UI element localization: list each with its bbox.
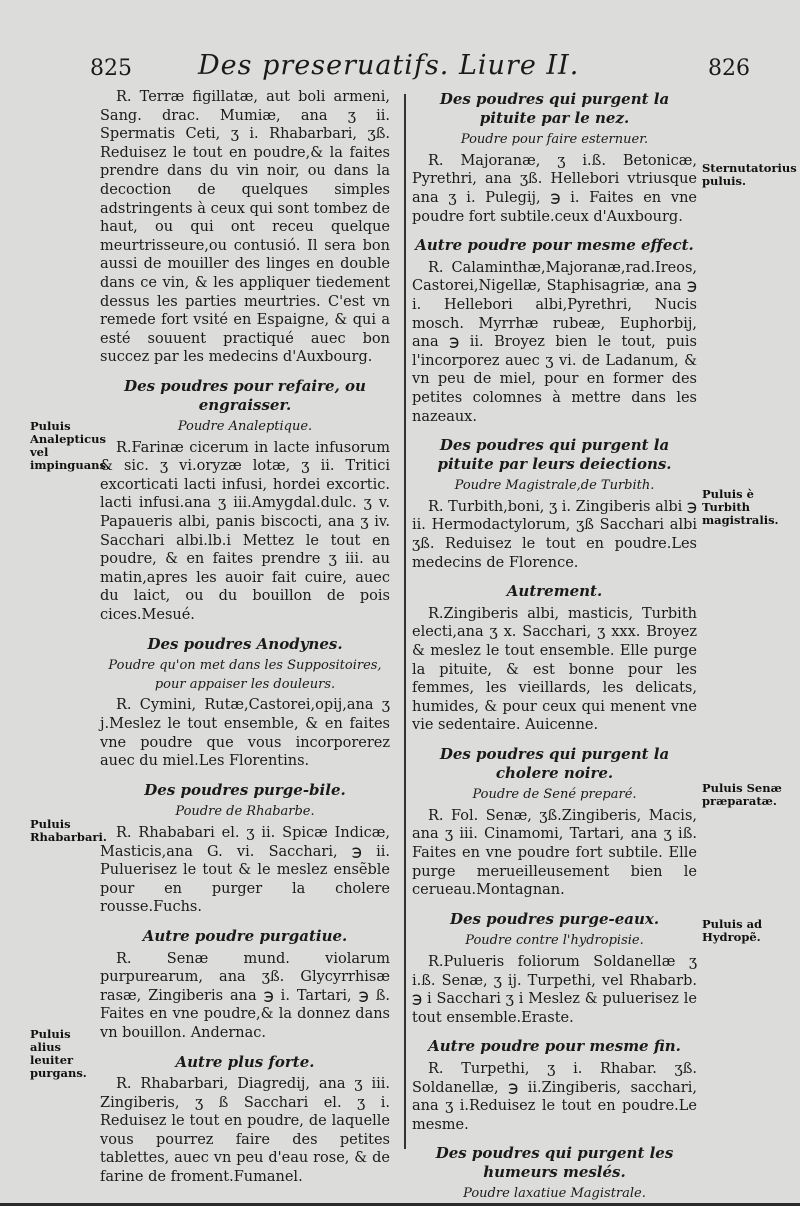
subheading: Poudre contre l'hydropisie.	[465, 933, 644, 949]
section-heading: Des poudres qui purgent les humeurs meslés.	[435, 1144, 674, 1181]
section-heading: Autre poudre purgatiue.	[142, 926, 348, 945]
paragraph: R. Turbith,boni, ʒ i. Zingiberis albi ℈ ii. Hermodactylorum, ʒß Sacchari albi ʒß. Reduisez le tout en poudre.Les medecins de Florence.	[412, 498, 698, 571]
right-column	[412, 88, 697, 1206]
paragraph: R. Rhababari el. ʒ ii. Spicæ Indicæ, Masticis,ana G. vi. Sacchari, ℈ ii. Puluerisez le tout & le meslez ensẽble pour en purger la cholere rousse.Fuchs.	[100, 824, 390, 916]
paragraph: R. Turpethi, ʒ i. Rhabar. ʒß. Soldanellæ, ℈ ii.Zingiberis, sacchari, ana ʒ i.Reduisez le tout en poudre.Le mesme.	[412, 1060, 697, 1133]
section-heading: Des poudres qui purgent la cholere noire.	[439, 745, 670, 782]
margin-note-right: Puluis Senæ præparatæ.	[702, 781, 782, 808]
paragraph: R. Senæ mund. violarum purpurearum, ana ʒß. Glycyrrhisæ rasæ, Zingiberis ana ℈ i. Tartari, ℈ ß. Faites en vne poudre,& la donnez dans vn bouillon. Andernac.	[100, 950, 390, 1041]
running-header	[90, 50, 750, 90]
paragraph: R. Rhabarbari, Diagredij, ana ʒ iii. Zingiberis, ʒ ß Sacchari el. ʒ i. Reduisez le tout en poudre, de laquelle vous pourrez faire des petites tablettes, auec vn peu d'eau rose, & de farine de froment.Fumanel.	[100, 1076, 390, 1186]
paragraph: R. Terræ figillatæ, aut boli armeni, Sang. drac. Mumiæ, ana ʒ ii. Spermatis Ceti, ʒ i. Rhabarbari, ʒß. Reduisez le tout en poudre,& la faites prendre dans du vin noir, ou dans la decoction de quelques simples adstringents à ceux qui sont tombez de haut, ou qui ont receu quelque meurtrisseure,ou contusió. Il sera bon aussi de mouiller des linges en double dans ce vin, & les appliquer tiedement dessus les parties meurtries. C'est vn remede fort vsité en Espaigne, & qui a esté souuent practiqué auec bon succez par les medecins d'Auxbourg.	[100, 89, 390, 366]
paragraph: R.Zingiberis albi, masticis, Turbith electi,ana ʒ x. Sacchari, ʒ xxx. Broyez & meslez le tout ensemble. Elle purge la pituite, & est bonne pour les femmes, les vieillards, les delicats, humides, & pour ceux qui menent vne vie sedentaire. Auicenne.	[412, 605, 697, 734]
subheading: Poudre Analeptique.	[177, 419, 313, 435]
margin-note-left: Puluis Rhabarbari.	[30, 817, 107, 844]
margin-note-right: Sternutatorius puluis.	[702, 161, 797, 188]
running-title: Des preseruatifs. Liure II.	[198, 50, 580, 81]
subheading: Poudre Magistrale,de Turbith.	[454, 478, 655, 494]
column-rule	[404, 94, 406, 1149]
paragraph: R. Majoranæ, ʒ i.ß. Betonicæ, Pyrethri, ana ʒß. Hellebori vtriusque ana ʒ i. Pulegij, ℈ i. Faites en vne poudre fort subtile.ceux d'Auxbourg.	[412, 152, 697, 225]
margin-note-left: Puluis Analepticus vel impinguans.	[30, 419, 111, 472]
margin-note-left: Puluis alius leuiter purgans.	[30, 1027, 87, 1080]
page-number-right: 826	[708, 56, 750, 81]
subheading: Poudre pour faire esternuer.	[460, 132, 649, 148]
subheading: Poudre de Rhabarbe.	[175, 804, 315, 820]
section-heading: Des poudres qui purgent la pituite par le nez.	[439, 90, 670, 127]
section-heading: Des poudres purge-eaux.	[449, 909, 660, 928]
paragraph: R. Cymini, Rutæ,Castorei,opij,ana ʒ j.Meslez le tout ensemble, & en faites vne poudre que vous incorporerez auec du miel.Les Florentins.	[100, 697, 390, 770]
paragraph: R. Calaminthæ,Majoranæ,rad.Ireos, Castorei,Nigellæ, Staphisagriæ, ana ℈ i. Hellebori albi,Pyrethri, Nucis mosch. Myrrhæ rubeæ, Euphorbij, ana ℈ ii. Broyez bien le tout, puis l'incorporez auec ʒ vi. de Ladanum, & vn peu de miel, pour en former des petites colomnes à mettre dans les nazeaux.	[412, 259, 697, 425]
section-heading: Autre poudre pour mesme fin.	[428, 1037, 681, 1056]
subheading: Poudre de Sené preparé.	[472, 787, 637, 803]
left-column	[100, 88, 390, 1187]
margin-note-right: Puluis è Turbith magistralis.	[702, 487, 779, 527]
paragraph: R. Fol. Senæ, ʒß.Zingiberis, Macis, ana ʒ iii. Cinamomi, Tartari, ana ʒ iß. Faites en vne poudre fort subtile. Elle purge merueilleusement bien le cerueau.Montagnan.	[412, 807, 697, 899]
section-heading: Autrement.	[506, 582, 603, 601]
subheading: Poudre qu'on met dans les Suppositoires, pour appaiser les douleurs.	[108, 658, 382, 692]
section-heading: Des poudres pour refaire, ou engraisser.	[124, 376, 366, 414]
page-number-left: 825	[90, 56, 132, 81]
subheading: Poudre laxatiue Magistrale.	[463, 1186, 646, 1202]
section-heading: Autre plus forte.	[175, 1052, 315, 1071]
section-heading: Des poudres qui purgent la pituite par leurs deiections.	[437, 436, 672, 473]
section-heading: Des poudres Anodynes.	[147, 634, 343, 653]
section-heading: Autre poudre pour mesme effect.	[415, 236, 694, 255]
margin-note-right: Puluis ad Hydropẽ.	[702, 917, 763, 944]
section-heading: Des poudres purge-bile.	[144, 780, 346, 799]
paragraph: R.Farinæ cicerum in lacte infusorum & sic. ʒ vi.oryzæ lotæ, ʒ ii. Tritici excorticati lacti infusi, hordei excortic. lacti infusi.ana ʒ iii.Amygdal.dulc. ʒ v. Papaueris albi, panis biscocti, ana ʒ iv. Sacchari albi.lb.i Mettez le tout en poudre, & en faites prendre ʒ iii. au matin,apres les auoir fait cuire, auec du laict, ou du bouillon de pois cices.Mesué.	[100, 439, 390, 624]
paragraph: R.Pulueris foliorum Soldanellæ ʒ i.ß. Senæ, ʒ ij. Turpethi, vel Rhabarb. ℈ i Sacchari ʒ i Meslez & puluerisez le tout ensemble.Eraste.	[412, 953, 697, 1026]
